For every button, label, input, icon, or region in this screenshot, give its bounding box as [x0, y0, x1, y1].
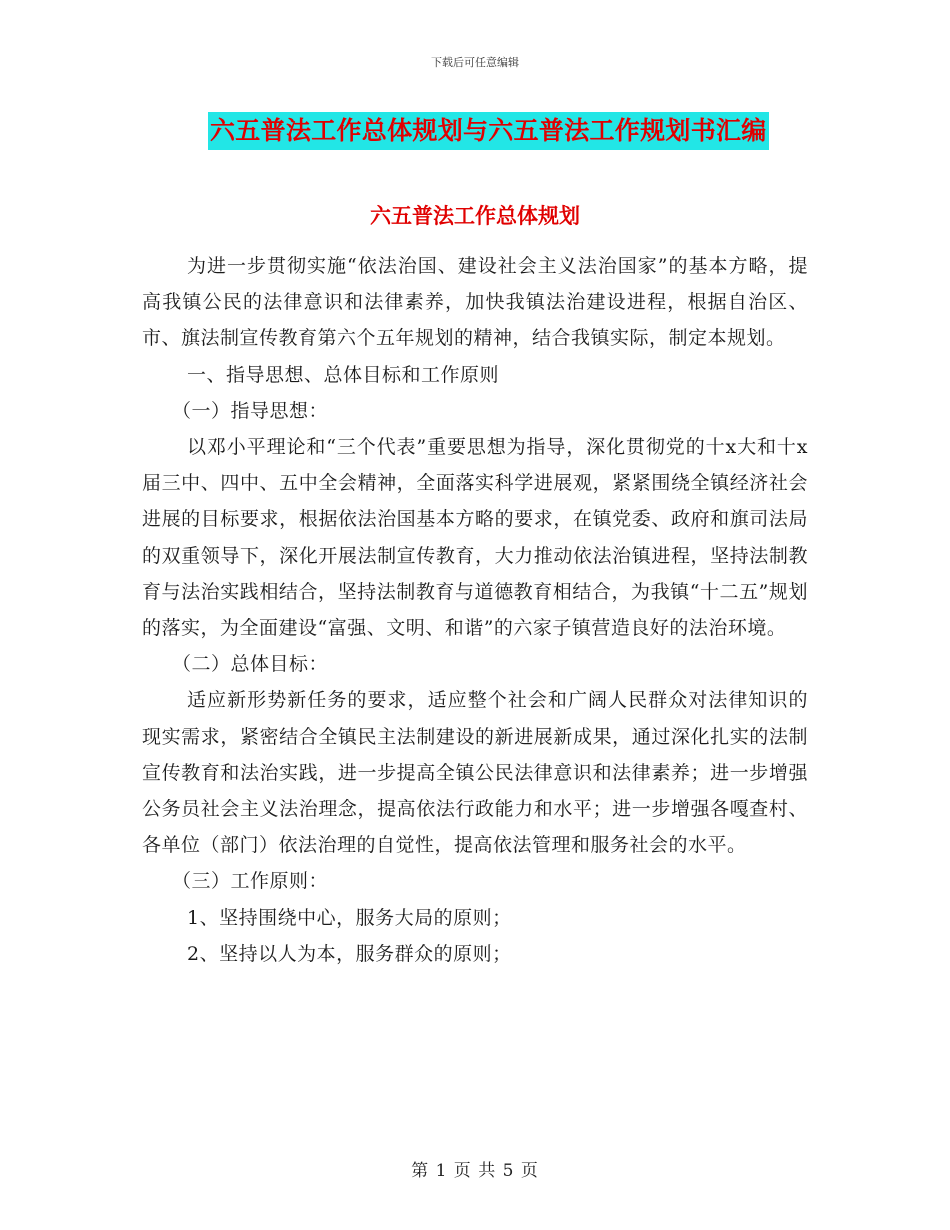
- principle-item-2: 2、坚持以人为本，服务群众的原则；: [187, 942, 512, 965]
- section-title: 六五普法工作总体规划: [370, 203, 580, 228]
- header-note: 下载后可任意编辑: [431, 56, 519, 69]
- heading-guiding-thought: （一）指导思想：: [172, 399, 329, 422]
- paragraph-guiding-thought: 以邓小平理论和“三个代表”重要思想为指导，深化贯彻党的十x大和十x届三中、四中、五中全会精神，全面落实科学进展观，紧紧围绕全镇经济社会进展的目标要求，根据依法治国基本方略的要求，在镇党委、政府和旗司法局的双重领导下，深化开展法制宣传教育，大力推动依法治镇进程，坚持法制教育与法治实践相结合，坚持法制教育与道德教育相结合，为我镇“十二五”规划的落实，为全面建设“富强、文明、和谐”的六家子镇营造良好的法治环境。: [142, 436, 808, 640]
- principle-item-1: 1、坚持围绕中心，服务大局的原则；: [187, 906, 512, 929]
- page-footer: 第 1 页 共 5 页: [411, 1161, 539, 1181]
- document-body: [142, 248, 808, 972]
- heading-overall-goal: （二）总体目标：: [172, 653, 329, 676]
- heading-work-principles: （三）工作原则：: [172, 870, 329, 893]
- paragraph-intro: 为进一步贯彻实施“依法治国、建设社会主义法治国家”的基本方略，提高我镇公民的法律意识和法律素养，加快我镇法治建设进程，根据自治区、市、旗法制宣传教育第六个五年规划的精神，结合我镇实际，制定本规划。: [142, 255, 808, 350]
- heading-section-1: 一、指导思想、总体目标和工作原则: [187, 363, 500, 386]
- main-title: 六五普法工作总体规划与六五普法工作规划书汇编: [208, 112, 769, 150]
- paragraph-overall-goal: 适应新形势新任务的要求，适应整个社会和广阔人民群众对法律知识的现实需求，紧密结合全镇民主法制建设的新进展新成果，通过深化扎实的法制宣传教育和法治实践，进一步提高全镇公民法律意识和法律素养；进一步增强公务员社会主义法治理念，提高依法行政能力和水平；进一步增强各嘎查村、各单位（部门）依法治理的自觉性，提高依法管理和服务社会的水平。: [142, 689, 808, 857]
